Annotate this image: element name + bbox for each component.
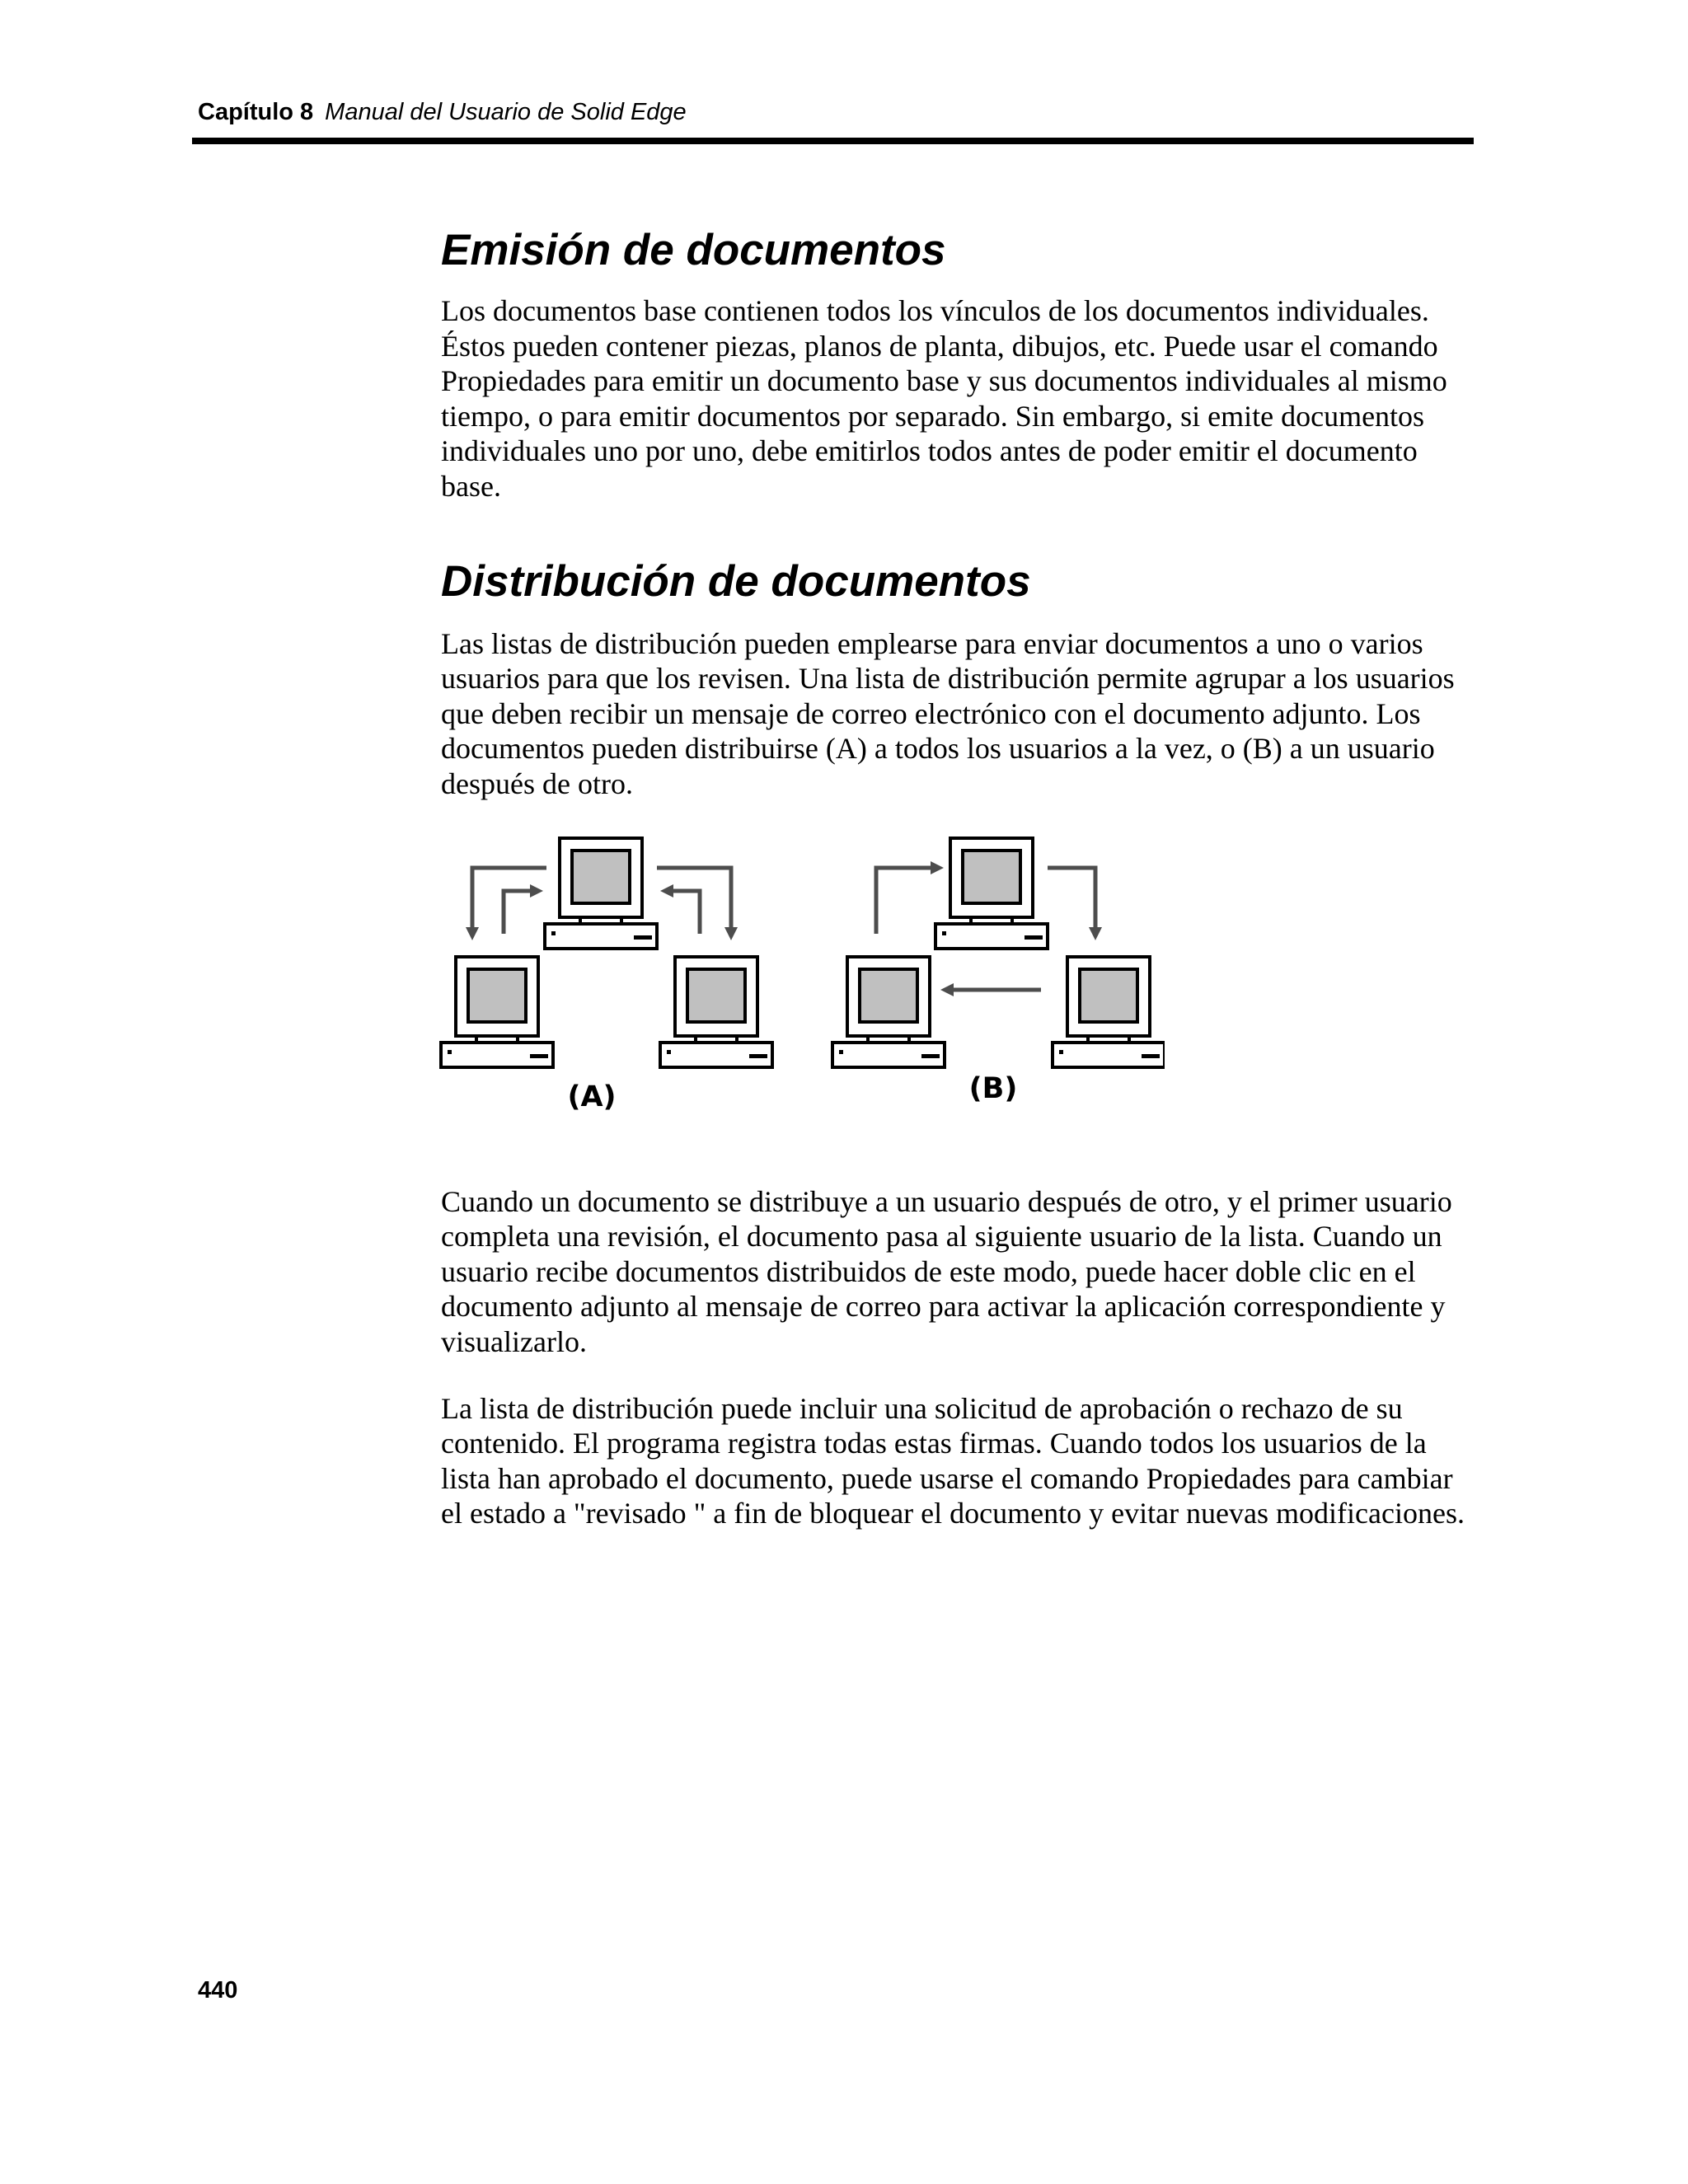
paragraph-distribucion-secuencial: Cuando un documento se distribuye a un usuario después de otro, y el primer usuario completa una revisión, el documento pasa al siguiente usuario de la lista. Cuando un usuario recibe documentos distribuidos de este modo, puede hacer doble clic en el documento adjunto al mensaje de correo para activar la aplicación correspondiente y visualizarlo. — [441, 1184, 1452, 1358]
arrow-icon — [504, 891, 537, 934]
page-content — [441, 224, 1479, 1531]
computer-icon — [832, 957, 945, 1067]
computer-icon — [935, 838, 1048, 949]
diagram-b — [832, 838, 1165, 1105]
arrow-icon — [1048, 868, 1095, 934]
arrow-icon — [472, 868, 546, 934]
arrow-icon — [657, 868, 731, 934]
paragraph-distribucion-intro: Las listas de distribución pueden emplearse para enviar documentos a uno o varios usuarios para que los revisen. Una lista de distribución permite agrupar a los usuarios que deben recibir un mensaje de correo electrónico con el documento adjunto. Los documentos pueden distribuirse (A) a todos los usuarios a la vez, o (B) a un usuario después de otro. — [441, 626, 1455, 800]
distribution-diagram — [439, 833, 1165, 1163]
section-heading-distribucion: Distribución de documentos — [441, 556, 1031, 606]
distribution-diagram-svg — [439, 833, 1165, 1163]
computer-icon — [441, 957, 553, 1067]
arrow-icon — [667, 891, 700, 934]
running-header — [198, 97, 687, 127]
diagram-a — [441, 838, 772, 1113]
chapter-label: Capítulo 8 — [198, 99, 314, 125]
header-rule — [192, 138, 1474, 144]
arrow-icon — [876, 868, 937, 934]
computer-icon — [1053, 957, 1165, 1067]
diagram-label-b: (B) — [968, 1071, 1018, 1105]
section-heading-emision: Emisión de documentos — [441, 226, 946, 274]
diagram-label-a: (A) — [567, 1080, 617, 1113]
computer-icon — [660, 957, 772, 1067]
paragraph-distribucion-aprobacion: La lista de distribución puede incluir una solicitud de aprobación o rechazo de su contenido. El programa registra todas estas firmas. Cuando todos los usuarios de la lista han aprobado el documento, puede usarse el comando Propiedades para cambiar el estado a "revisado " a fin de bloquear el documento y evitar nuevas modificaciones. — [441, 1391, 1465, 1530]
computer-icon — [545, 838, 657, 949]
book-title: Manual del Usuario de Solid Edge — [325, 99, 687, 125]
page-number: 440 — [198, 1977, 238, 2004]
paragraph-emision: Los documentos base contienen todos los vínculos de los documentos individuales. Éstos pueden contener piezas, planos de planta, dibujos, etc. Puede usar el comando Propiedades para emitir un documento base y sus documentos individuales al mismo tiempo, o para emitir documentos por separado. Sin embargo, si emite documentos individuales uno por uno, debe emitirlos todos antes de poder emitir el documento base. — [441, 294, 1447, 503]
